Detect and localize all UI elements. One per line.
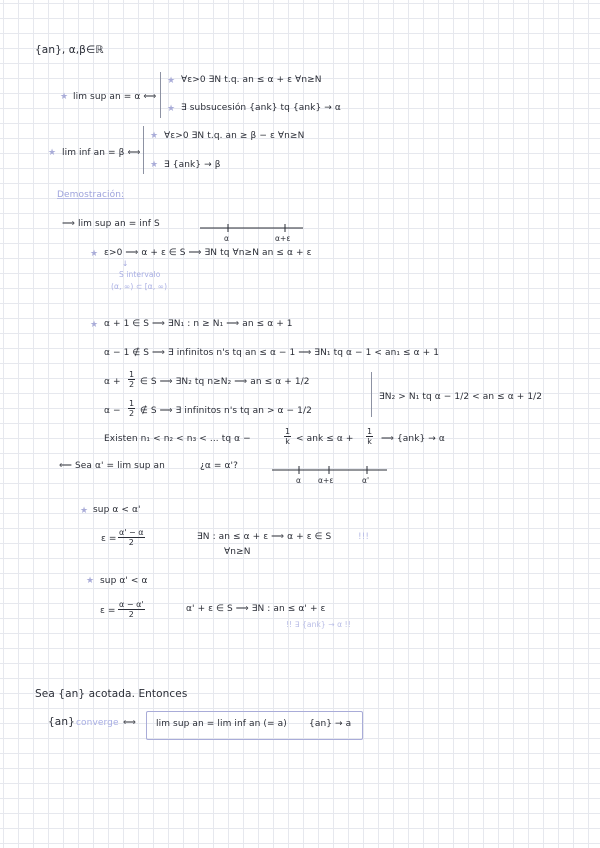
bounded-converge: converge <box>76 718 119 728</box>
fraction-numerator: α' − α <box>119 528 144 537</box>
boxed-equation-text: lim sup an = lim inf an (= a) <box>156 719 287 729</box>
bullet-star-icon: ★ <box>48 148 57 158</box>
case-1-label: sup α < α' <box>93 505 141 515</box>
fraction-denominator: k <box>285 437 290 446</box>
fraction-numerator: 1 <box>285 427 291 436</box>
liminf-label: lim inf an = β ⟺ <box>62 148 141 158</box>
number-line-1-label-alpha: α <box>224 234 230 243</box>
case-2-eps-fraction <box>118 600 145 619</box>
case-2-note: !! ∃ {ank} → α !! <box>286 620 351 629</box>
fraction-denominator: 2 <box>129 380 135 389</box>
boxed-equation <box>146 711 363 740</box>
bullet-star-icon: ★ <box>150 160 159 170</box>
case-1-cond: ∀n≥N <box>224 547 251 557</box>
fraction-numerator: 1 <box>129 370 135 379</box>
demo-implies-line: ⟹ lim sup an = inf S <box>62 219 160 229</box>
demo-step-2: α + 1 ∈ S ⟹ ∃N₁ : n ≥ N₁ ⟹ an ≤ α + 1 <box>104 319 293 329</box>
demo-step-6-left: Existen n₁ < n₂ < n₃ < ... tq α − <box>104 434 251 444</box>
demo-step-5-left: α − <box>104 406 121 416</box>
number-line-2-label-alpha-eps: α+ε <box>318 476 334 485</box>
fraction-denominator: 2 <box>129 409 135 418</box>
demo-step-4-left: α + <box>104 377 121 387</box>
down-arrow-icon: ↓ <box>122 259 129 268</box>
bounded-result: {an} → a <box>309 719 352 729</box>
demo-step-6-mid: < ank ≤ α + <box>296 434 354 444</box>
number-line-2-label-alpha-prime: α' <box>362 476 370 485</box>
bullet-star-icon: ★ <box>90 320 99 330</box>
demo-step-1: ε>0 ⟹ α + ε ∈ S ⟹ ∃N tq ∀n≥N an ≤ α + ε <box>104 248 312 258</box>
case-1-mark: !!! <box>358 532 370 542</box>
number-line-1-label-alpha-eps: α+ε <box>275 234 291 243</box>
case-1-eps-fraction <box>118 528 145 547</box>
fraction-one-over-k <box>284 427 291 446</box>
number-line-2-label-alpha: α <box>296 476 302 485</box>
fraction-numerator: 1 <box>367 427 373 436</box>
fraction-numerator: 1 <box>129 399 135 408</box>
case-2-label: sup α' < α <box>100 576 148 586</box>
bounded-intro: Sea {an} acotada. Entonces <box>35 688 188 700</box>
demo-step-1-note-1: S intervalo <box>119 270 161 279</box>
bounded-iff: ⟺ <box>123 718 137 728</box>
fraction-one-over-k <box>366 427 373 446</box>
brace-divider <box>143 126 144 174</box>
bullet-star-icon: ★ <box>90 249 99 259</box>
bounded-left: {an} <box>48 716 75 728</box>
case-1-eps-left: ε = <box>101 534 117 544</box>
brace-divider <box>160 72 161 118</box>
demo-step-5-right: ∉ S ⟹ ∃ infinitos n's tq an > α − 1/2 <box>140 406 312 416</box>
bullet-star-icon: ★ <box>80 506 89 516</box>
fraction-denominator: 2 <box>128 610 134 619</box>
fraction-denominator: 2 <box>128 538 134 547</box>
bullet-star-icon: ★ <box>150 131 159 141</box>
bullet-star-icon: ★ <box>167 104 176 114</box>
case-2-result: α' + ε ∈ S ⟹ ∃N : an ≤ α' + ε <box>186 604 326 614</box>
brace-divider <box>371 372 372 417</box>
bullet-star-icon: ★ <box>60 92 69 102</box>
liminf-condition-2: ∃ {ank} → β <box>164 160 221 170</box>
converse-question: ¿α = α'? <box>200 461 238 471</box>
limsup-condition-1: ∀ε>0 ∃N t.q. an ≤ α + ε ∀n≥N <box>181 75 322 85</box>
bullet-star-icon: ★ <box>86 576 95 586</box>
demo-step-1-note-2: (α, ∞) ⊂ [α, ∞) <box>111 282 168 291</box>
demo-step-4-right: ∈ S ⟹ ∃N₂ tq n≥N₂ ⟹ an ≤ α + 1/2 <box>140 377 310 387</box>
demo-step-3: α − 1 ∉ S ⟹ ∃ infinitos n's tq an ≤ α − 1 ⟹ ∃N₁ tq α − 1 < an₁ ≤ α + 1 <box>104 348 440 358</box>
converse-line: ⟸ Sea α' = lim sup an <box>59 461 165 471</box>
liminf-condition-1: ∀ε>0 ∃N t.q. an ≥ β − ε ∀n≥N <box>164 131 305 141</box>
fraction-one-half <box>128 399 135 418</box>
fraction-denominator: k <box>367 437 372 446</box>
demo-step-6-right: ⟹ {ank} → α <box>381 434 445 444</box>
limsup-condition-2: ∃ subsucesión {ank} tq {ank} → α <box>181 103 341 113</box>
demo-heading: Demostración: <box>57 190 125 200</box>
fraction-one-half <box>128 370 135 389</box>
case-1-result: ∃N : an ≤ α + ε ⟹ α + ε ∈ S <box>197 532 332 542</box>
header-title: {an}, α,β∈ℝ <box>35 44 104 56</box>
limsup-label: lim sup an = α ⟺ <box>73 92 157 102</box>
case-2-eps-left: ε = <box>100 606 116 616</box>
demo-step-45-side: ∃N₂ > N₁ tq α − 1/2 < an ≤ α + 1/2 <box>379 392 543 402</box>
fraction-numerator: α − α' <box>119 600 144 609</box>
bullet-star-icon: ★ <box>167 76 176 86</box>
